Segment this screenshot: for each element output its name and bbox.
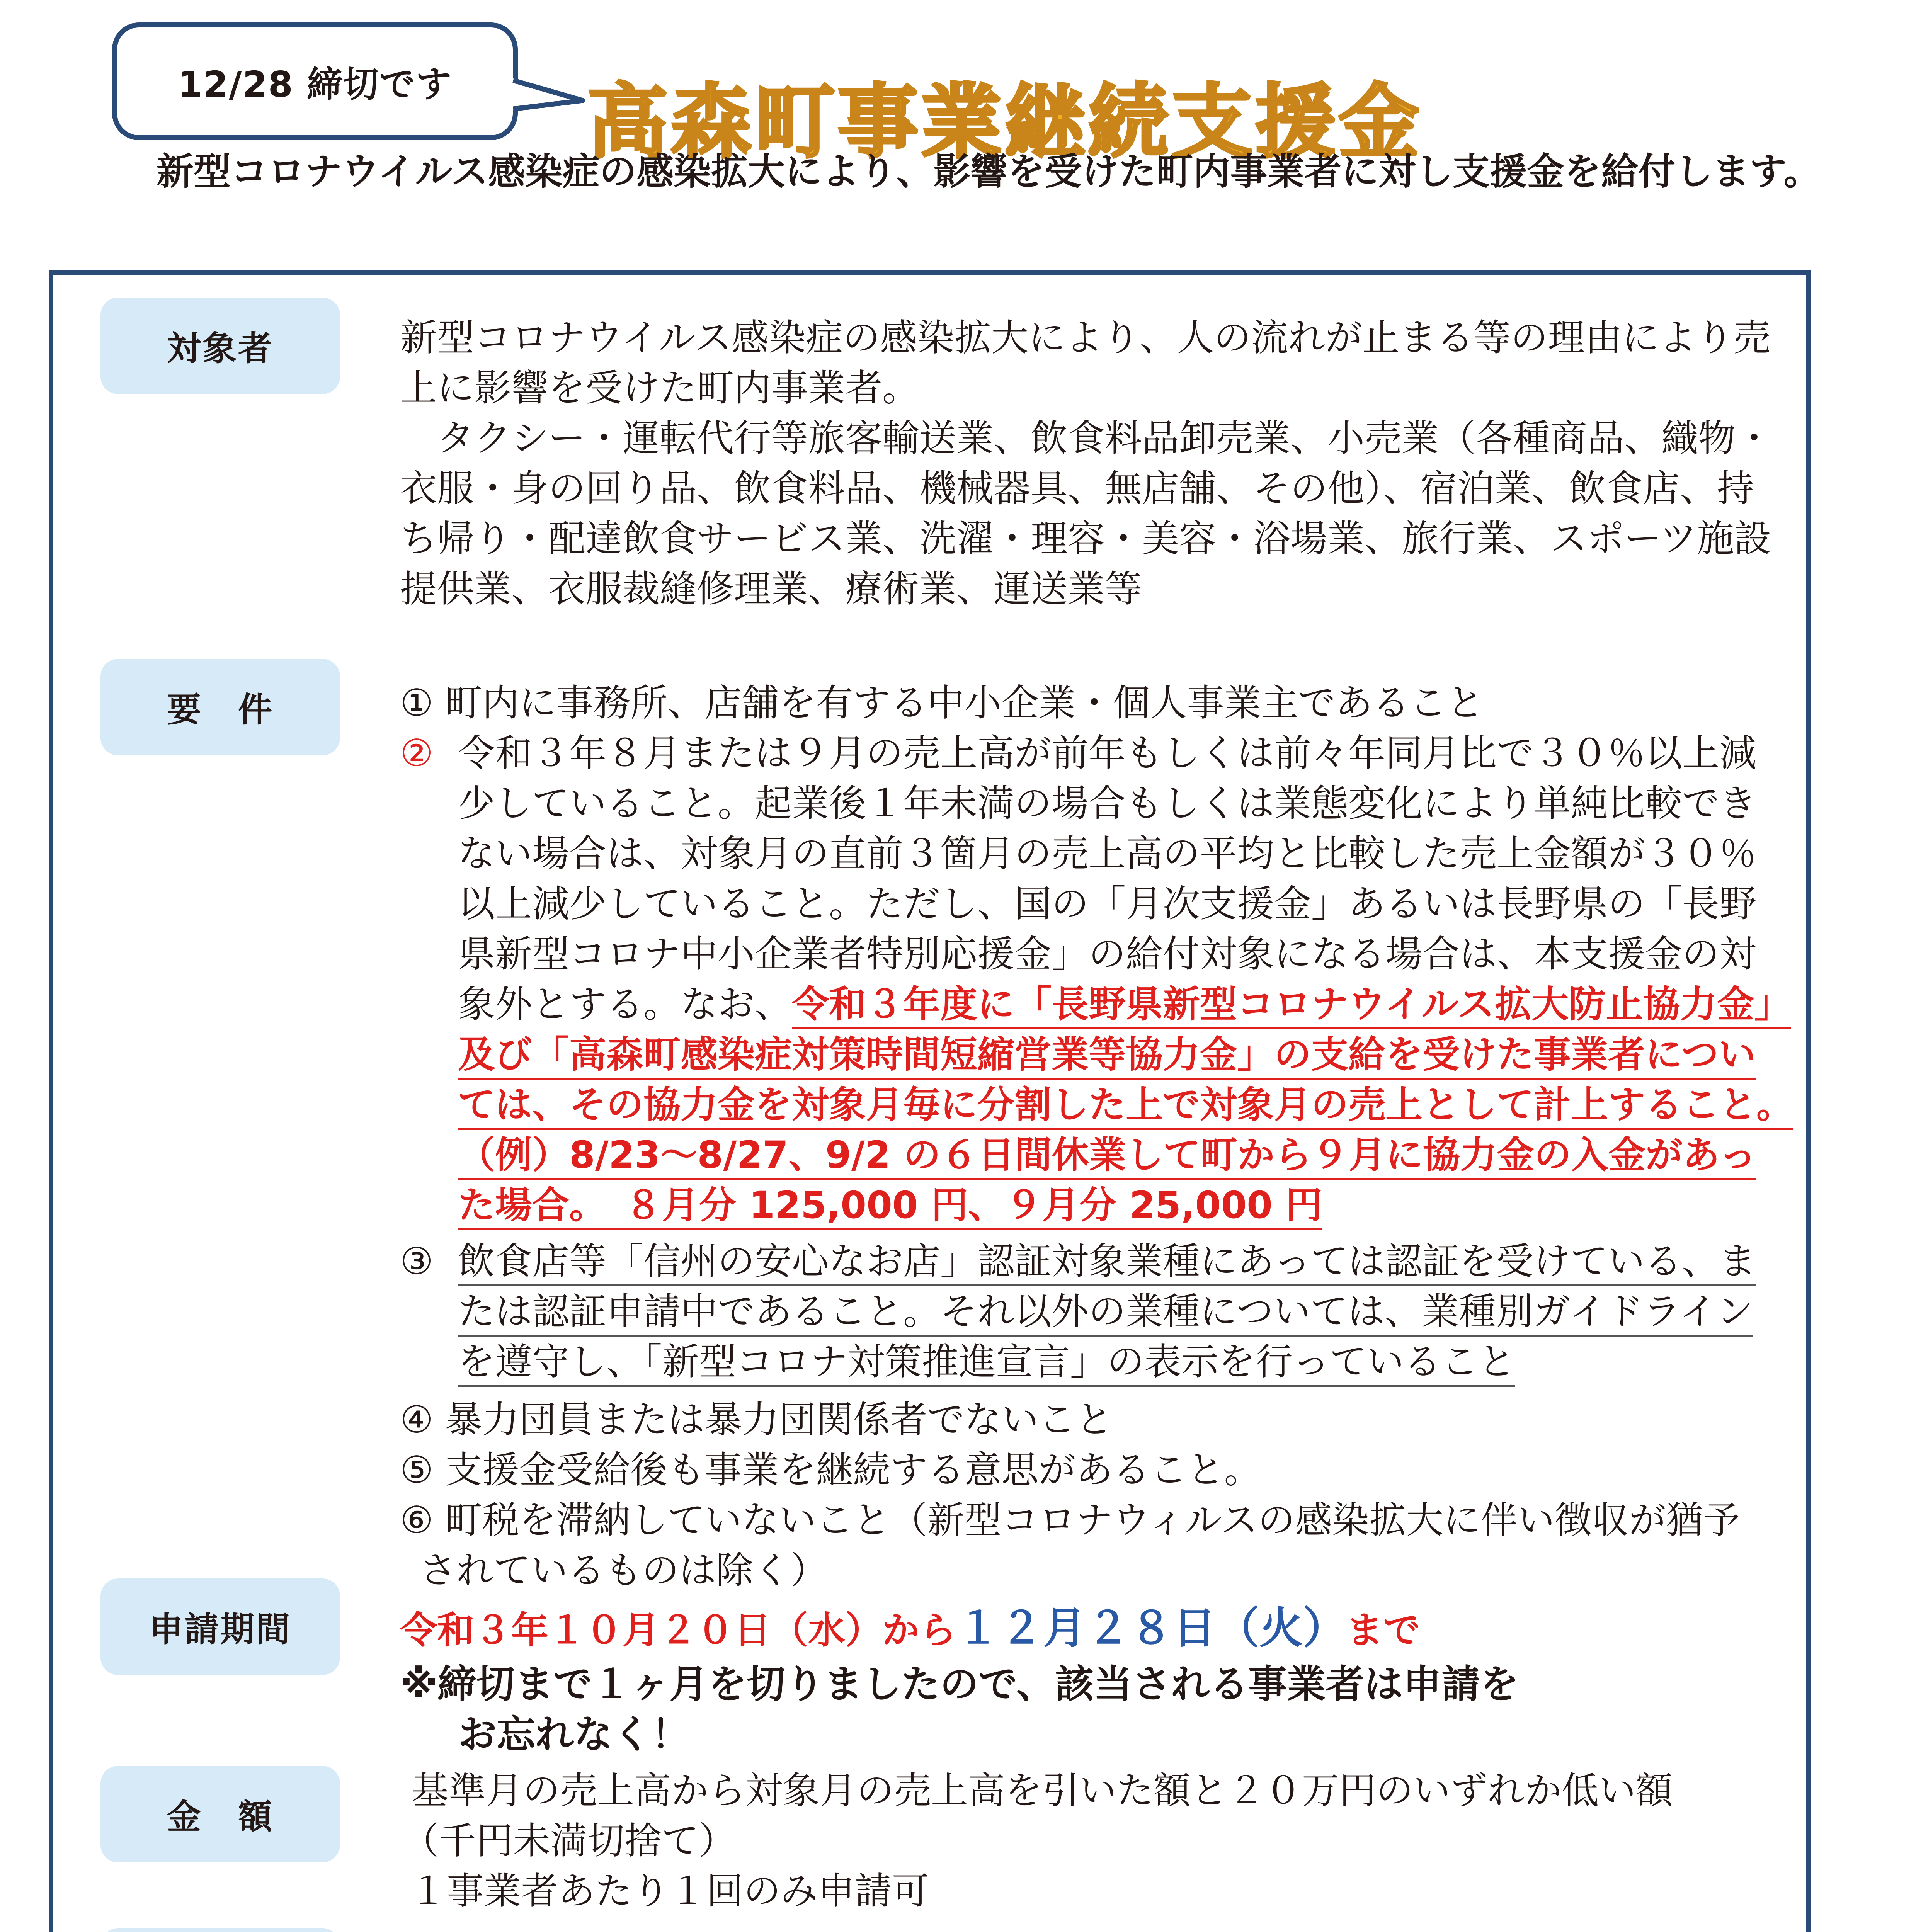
amount-line: １事業者あたり１回のみ申請可 <box>410 1869 929 1913</box>
amount-line: （千円未満切捨て） <box>402 1819 736 1862</box>
period-end-suffix: まで <box>1346 1609 1420 1652</box>
requirement-3-line: 飲食店等「信州の安心なお店」認証対象業種にあっては認証を受けている、ま <box>458 1240 1756 1286</box>
label-place <box>100 1928 340 1932</box>
period-start: 令和３年１０月２０日（水）から <box>400 1609 956 1652</box>
target-line: 新型コロナウイルス感染症の感染拡大により、人の流れが止まる等の理由により売 <box>400 316 1771 359</box>
deadline-bubble <box>112 22 518 140</box>
requirement-2-line: 令和３年８月または９月の売上高が前年もしくは前々年同月比で３０％以上減 <box>458 731 1756 775</box>
target-line: ち帰り・配達飲食サービス業、洗濯・理容・美容・浴場業、旅行業、スポーツ施設 <box>400 517 1771 560</box>
requirement-2-number: ② <box>400 731 434 775</box>
requirement-6-cont: されているものは除く） <box>419 1549 827 1592</box>
bubble-tail <box>509 73 587 120</box>
label-period: 申請期間 <box>100 1578 340 1675</box>
target-line: タクシー・運転代行等旅客輸送業、飲食料品卸売業、小売業（各種商品、織物・ <box>400 417 1773 460</box>
requirement-5: ⑤ 支援金受給後も事業を継続する意思があること。 <box>400 1448 1261 1492</box>
label-target: 対象者 <box>100 298 340 394</box>
requirement-2-plain: 象外とする。なお、 <box>458 983 792 1026</box>
target-line: 上に影響を受けた町内事業者。 <box>400 366 919 410</box>
amount-line: 基準月の売上高から対象月の売上高を引いた額と２０万円のいずれか低い額 <box>412 1769 1673 1812</box>
period-note-cont: お忘れなく！ <box>458 1712 690 1757</box>
requirement-2-emphasis: 令和３年度に「長野県新型コロナウイルス拡大防止協力金」 <box>792 983 1791 1029</box>
requirement-4: ④ 暴力団員または暴力団関係者でないこと <box>400 1398 1113 1441</box>
requirement-2-line: 以上減少していること。ただし、国の「月次支援金」あるいは長野県の「長野 <box>458 882 1756 925</box>
intro-text: 新型コロナウイルス感染症の感染拡大により、影響を受けた町内事業者に対し支援金を給付します。 <box>157 150 1821 193</box>
target-line: 提供業、衣服裁縫修理業、療術業、運送業等 <box>400 567 1142 611</box>
label-requirements: 要 件 <box>100 659 340 755</box>
requirement-2-line: 県新型コロナ中小企業者特別応援金」の給付対象になる場合は、本支援金の対 <box>458 932 1756 976</box>
period-note: ※締切まで１ヶ月を切りましたので、該当される事業者は申請を <box>400 1662 1519 1707</box>
requirement-2-red-line: た場合。 ８月分 125,000 円、９月分 25,000 円 <box>458 1184 1322 1230</box>
requirement-3-number: ③ <box>400 1240 434 1283</box>
period-line <box>400 1604 1420 1655</box>
requirement-3-line: を遵守し、「新型コロナ対策推進宣言」の表示を行っていること <box>458 1340 1515 1387</box>
target-line: 衣服・身の回り品、飲食料品、機械器具、無店舗、その他）、宿泊業、飲食店、持 <box>400 467 1754 510</box>
requirement-2-red-line: （例）8/23～8/27、9/2 の６日間休業して町から９月に協力金の入金があっ <box>458 1133 1756 1180</box>
requirement-2-line: ない場合は、対象月の直前３箇月の売上高の平均と比較した売上金額が３０％ <box>458 832 1756 875</box>
requirement-6: ⑥ 町税を滞納していないこと（新型コロナウィルスの感染拡大に伴い徴収が猶予 <box>400 1498 1740 1542</box>
label-amount: 金 額 <box>100 1766 340 1862</box>
period-end-date: １２月２８日（火） <box>956 1603 1346 1653</box>
page-title: 高森町事業継続支援金 <box>587 76 1422 169</box>
requirement-2-line <box>458 980 1791 1029</box>
requirement-2-red-line: 及び「高森町感染症対策時間短縮営業等協力金」の支給を受けた事業者につい <box>458 1033 1756 1080</box>
requirement-2-red-line: ては、その協力金を対象月毎に分割した上で対象月の売上として計上すること。 <box>458 1083 1793 1130</box>
requirement-1: ① 町内に事務所、店舗を有する中小企業・個人事業主であること <box>400 681 1484 724</box>
deadline-text: 12/28 締切です <box>178 63 452 105</box>
requirement-2-line: 少していること。起業後１年未満の場合もしくは業態変化により単純比較でき <box>458 782 1756 825</box>
requirement-3-line: たは認証申請中であること。それ以外の業種については、業種別ガイドライン <box>458 1290 1753 1337</box>
